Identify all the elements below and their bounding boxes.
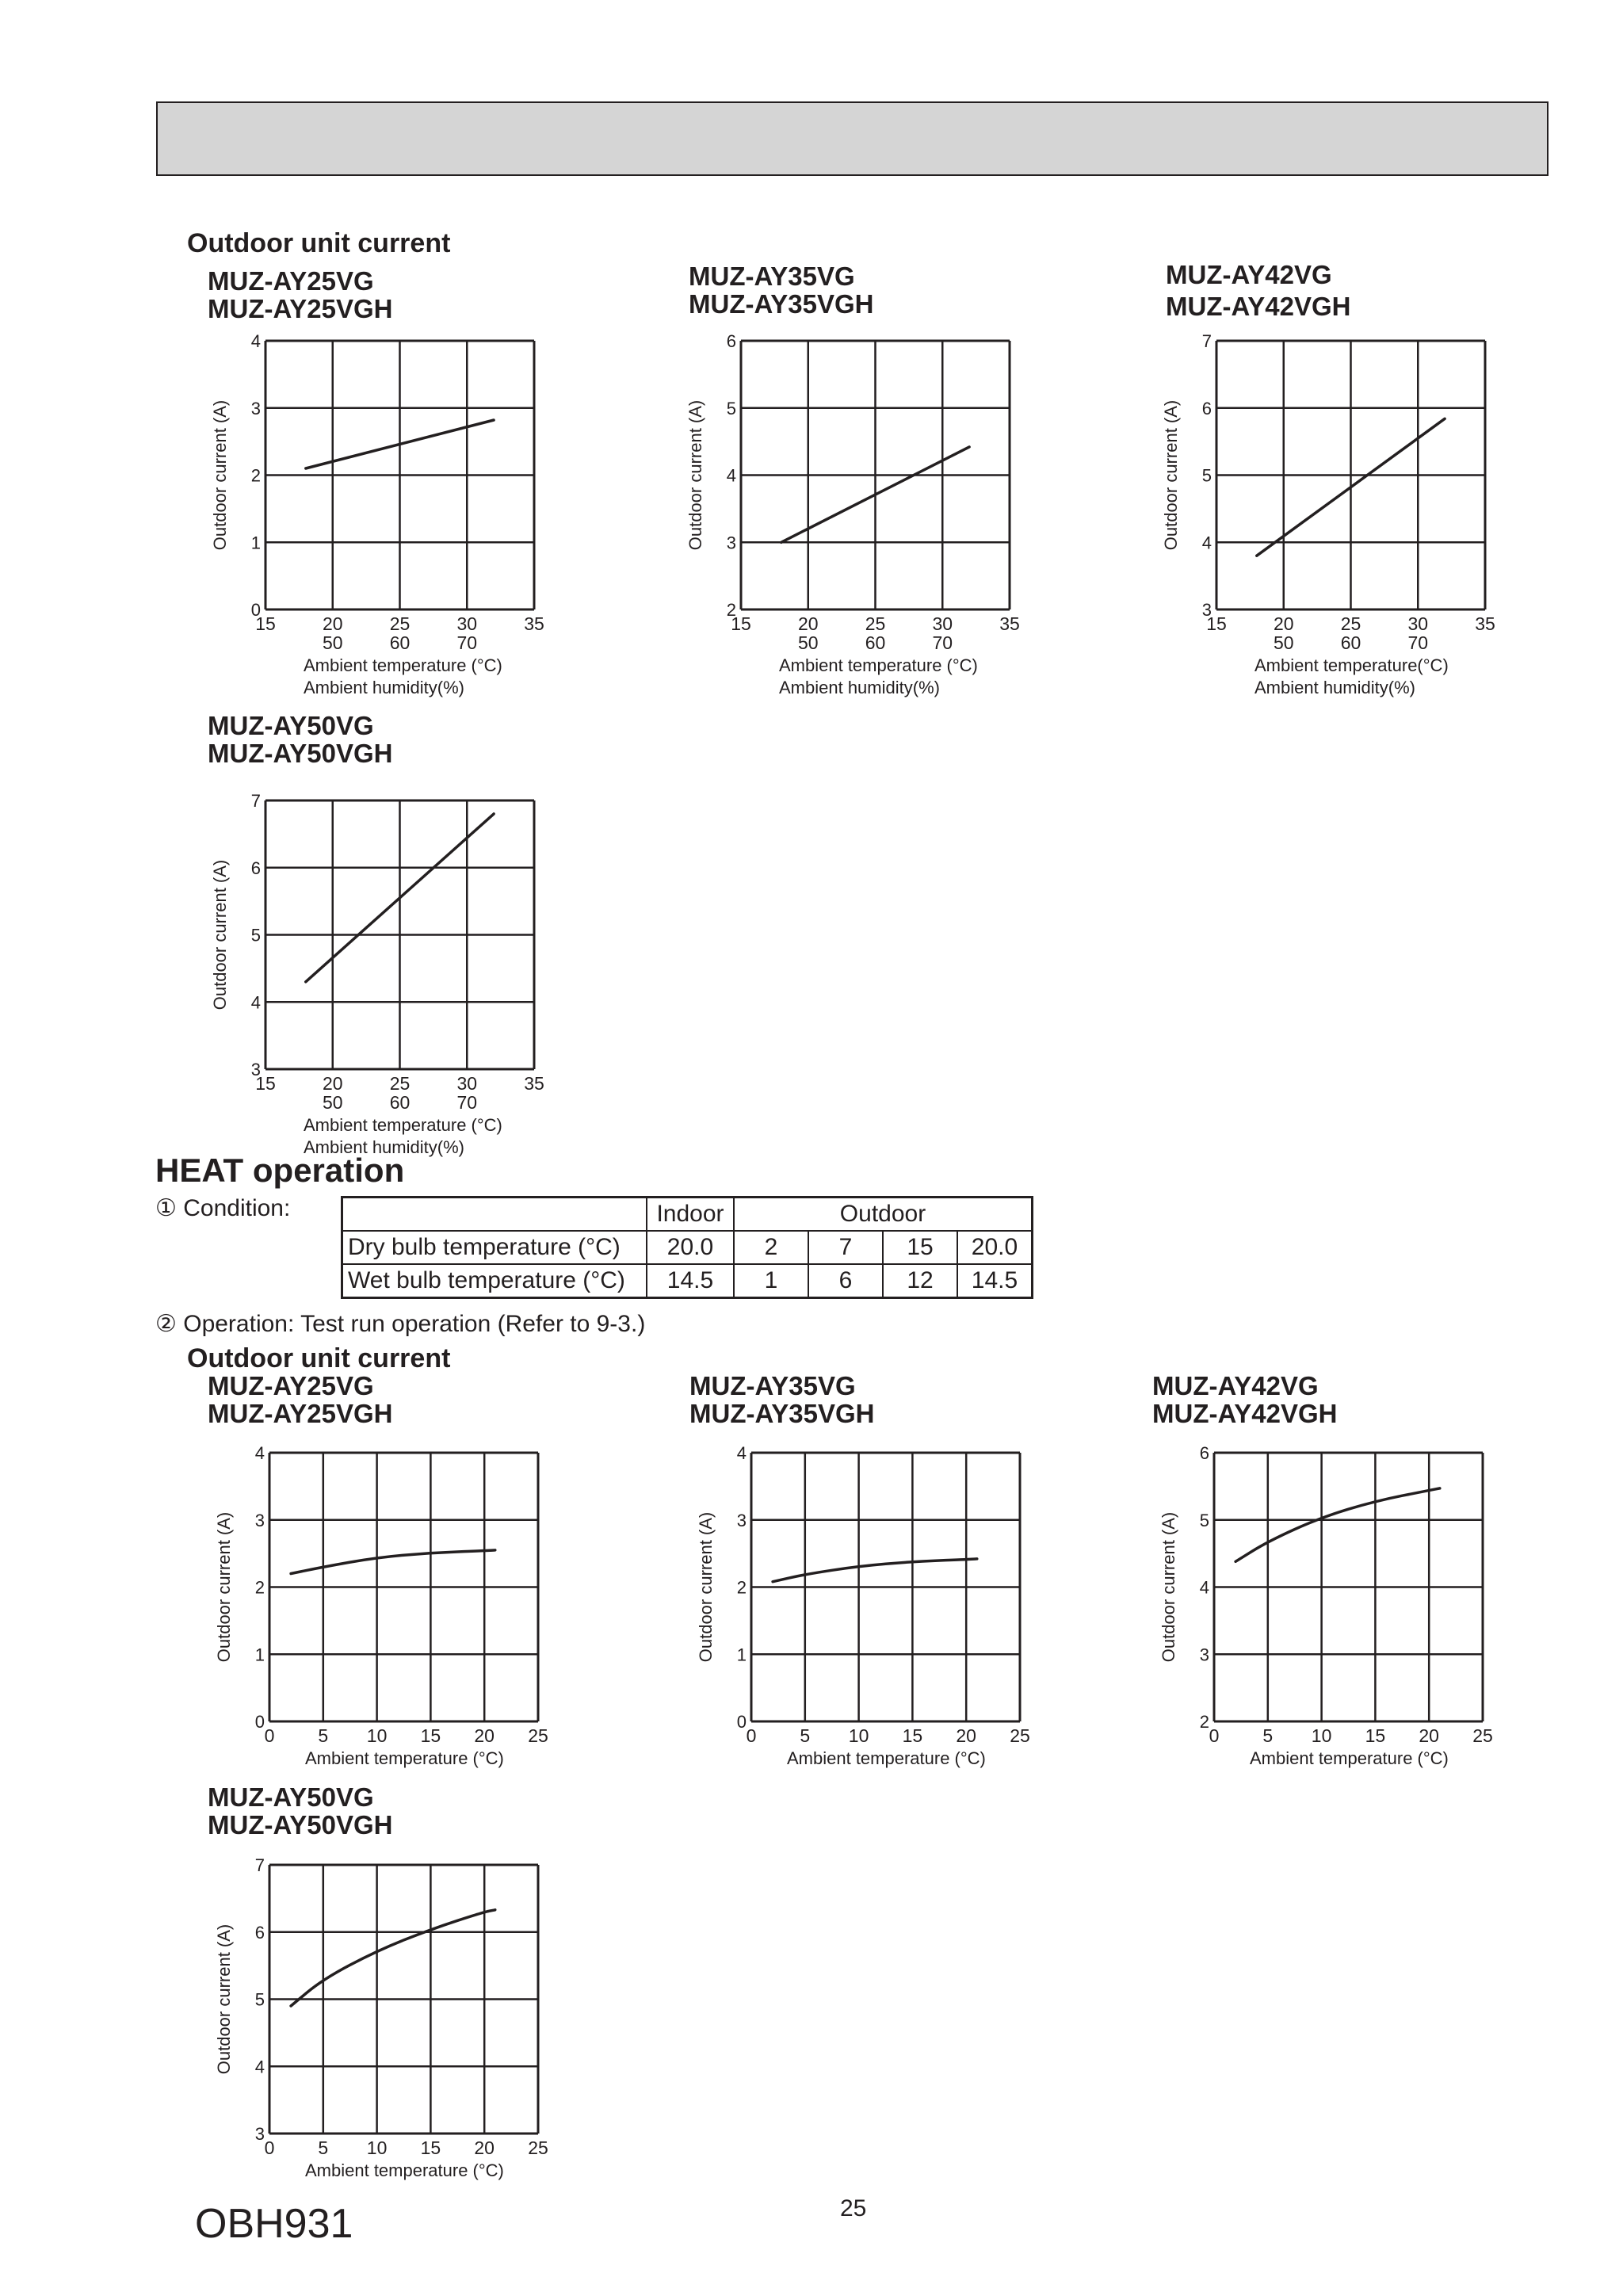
model-title-heat-50 xyxy=(208,1783,393,1839)
humidity-tick-label: 60 xyxy=(1340,632,1361,653)
y-tick-label: 4 xyxy=(254,1443,265,1463)
cool-section-title: Outdoor unit current xyxy=(187,228,451,258)
table-cell: 7 xyxy=(808,1231,883,1264)
model-name: MUZ-AY50VGH xyxy=(208,739,393,768)
y-tick-label: 4 xyxy=(736,1443,747,1463)
x-tick-label: 15 xyxy=(1206,613,1227,634)
humidity-tick-label: 70 xyxy=(1407,632,1429,653)
y-tick-label: 6 xyxy=(1199,1443,1209,1463)
table-row-label: Dry bulb temperature (°C) xyxy=(342,1231,647,1264)
table-header: Indoor xyxy=(647,1198,734,1232)
x-tick-label: 10 xyxy=(848,1725,869,1746)
y-axis-title: Outdoor current (A) xyxy=(696,1511,716,1663)
model-name: MUZ-AY35VGH xyxy=(689,1399,875,1428)
chart-heat-50 xyxy=(158,1839,571,2203)
x-axis-title: Ambient temperature (°C) xyxy=(1250,1748,1449,1768)
model-name: MUZ-AY50VG xyxy=(208,1782,374,1812)
table-row xyxy=(342,1198,1033,1232)
y-tick-label: 4 xyxy=(1199,1577,1209,1598)
x-tick-label: 15 xyxy=(731,613,751,634)
x-axis-title-humidity: Ambient humidity(%) xyxy=(1254,678,1415,697)
x-axis-title-humidity: Ambient humidity(%) xyxy=(304,678,464,697)
model-title-cool-42 xyxy=(1166,259,1351,323)
y-tick-label: 4 xyxy=(726,465,736,486)
y-axis-title: Outdoor current (A) xyxy=(1159,1511,1178,1663)
y-tick-label: 3 xyxy=(1199,1645,1209,1665)
x-tick-label: 20 xyxy=(1419,1725,1439,1746)
x-tick-label: 0 xyxy=(746,1725,757,1746)
page-number: 25 xyxy=(840,2195,867,2222)
x-axis-title: Ambient temperature (°C) xyxy=(787,1748,986,1768)
y-tick-label: 4 xyxy=(250,331,261,351)
y-tick-label: 5 xyxy=(1199,1510,1209,1530)
x-tick-label: 20 xyxy=(474,1725,495,1746)
x-tick-label: 25 xyxy=(1010,1725,1030,1746)
humidity-tick-label: 70 xyxy=(932,632,953,653)
humidity-tick-label: 50 xyxy=(322,1092,343,1113)
x-tick-label: 25 xyxy=(389,613,411,634)
x-tick-label: 20 xyxy=(956,1725,976,1746)
table-cell-empty xyxy=(342,1198,647,1232)
y-tick-label: 5 xyxy=(250,925,261,946)
header-bar xyxy=(156,101,1549,176)
chart-cool-42 xyxy=(1109,317,1522,713)
y-tick-label: 3 xyxy=(250,398,261,418)
y-tick-label: 7 xyxy=(1201,331,1212,351)
x-axis-title: Ambient temperature (°C) xyxy=(304,1115,502,1135)
x-tick-label: 30 xyxy=(456,1073,478,1094)
condition-label: ① Condition: xyxy=(155,1195,291,1221)
y-tick-label: 2 xyxy=(736,1577,747,1598)
table-cell: 20.0 xyxy=(957,1231,1033,1264)
humidity-tick-label: 50 xyxy=(797,632,819,653)
table-cell: 6 xyxy=(808,1264,883,1298)
chart-heat-42 xyxy=(1103,1427,1515,1783)
x-axis-title: Ambient temperature (°C) xyxy=(305,2160,504,2180)
y-tick-label: 4 xyxy=(250,992,261,1013)
operation-text: ② Operation: Test run operation (Refer to 9-3.) xyxy=(155,1311,646,1337)
model-title-cool-25 xyxy=(208,267,393,323)
table-row xyxy=(342,1264,1033,1298)
x-tick-label: 25 xyxy=(528,1725,548,1746)
x-tick-label: 15 xyxy=(255,613,276,634)
y-tick-label: 0 xyxy=(250,600,261,620)
x-tick-label: 25 xyxy=(528,2137,548,2158)
x-axis-title: Ambient temperature (°C) xyxy=(305,1748,504,1768)
y-tick-label: 1 xyxy=(254,1645,265,1665)
series-line xyxy=(291,1550,495,1574)
model-name: MUZ-AY42VG xyxy=(1152,1371,1319,1400)
model-name: MUZ-AY50VG xyxy=(208,711,374,740)
y-tick-label: 0 xyxy=(254,1712,265,1732)
x-tick-label: 25 xyxy=(389,1073,411,1094)
table-row xyxy=(342,1231,1033,1264)
x-axis-title: Ambient temperature(°C) xyxy=(1254,655,1449,675)
humidity-tick-label: 60 xyxy=(389,632,411,653)
x-tick-label: 15 xyxy=(255,1073,276,1094)
x-tick-label: 25 xyxy=(1340,613,1361,634)
humidity-tick-label: 60 xyxy=(389,1092,411,1113)
y-tick-label: 2 xyxy=(1199,1712,1209,1732)
x-tick-label: 20 xyxy=(474,2137,495,2158)
x-tick-label: 25 xyxy=(865,613,886,634)
x-tick-label: 35 xyxy=(999,613,1020,634)
x-tick-label: 0 xyxy=(264,1725,275,1746)
y-tick-label: 0 xyxy=(736,1712,747,1732)
x-tick-label: 20 xyxy=(797,613,819,634)
series-line xyxy=(291,1910,495,2006)
model-title-heat-35 xyxy=(689,1372,875,1427)
series-line xyxy=(1235,1488,1440,1561)
x-axis-title-humidity: Ambient humidity(%) xyxy=(304,1137,464,1157)
x-tick-label: 20 xyxy=(322,613,343,634)
y-tick-label: 6 xyxy=(250,858,261,878)
y-tick-label: 4 xyxy=(1201,533,1212,553)
x-tick-label: 20 xyxy=(1273,613,1294,634)
chart-cool-35 xyxy=(634,317,1046,713)
y-tick-label: 7 xyxy=(254,1855,265,1875)
humidity-tick-label: 70 xyxy=(456,1092,478,1113)
y-tick-label: 3 xyxy=(726,533,736,553)
y-tick-label: 5 xyxy=(726,398,736,418)
table-cell: 2 xyxy=(734,1231,808,1264)
y-tick-label: 3 xyxy=(1201,600,1212,620)
model-name: MUZ-AY35VG xyxy=(689,1371,856,1400)
humidity-tick-label: 60 xyxy=(865,632,886,653)
y-tick-label: 5 xyxy=(1201,465,1212,486)
y-axis-title: Outdoor current (A) xyxy=(210,859,230,1010)
x-tick-label: 15 xyxy=(1365,1725,1386,1746)
model-name: MUZ-AY35VGH xyxy=(689,289,874,319)
y-tick-label: 3 xyxy=(254,2124,265,2144)
x-tick-label: 0 xyxy=(264,2137,275,2158)
chart-cool-25 xyxy=(158,317,571,713)
model-name: MUZ-AY25VGH xyxy=(208,1399,393,1428)
y-axis-title: Outdoor current (A) xyxy=(214,1924,234,2075)
y-axis-title: Outdoor current (A) xyxy=(210,399,230,551)
table-cell: 14.5 xyxy=(647,1264,734,1298)
x-axis-title: Ambient temperature (°C) xyxy=(779,655,978,675)
y-tick-label: 2 xyxy=(726,600,736,620)
y-tick-label: 1 xyxy=(250,533,261,553)
y-tick-label: 1 xyxy=(736,1645,747,1665)
chart-heat-35 xyxy=(640,1427,1052,1783)
x-tick-label: 30 xyxy=(456,613,478,634)
x-tick-label: 15 xyxy=(420,2137,441,2158)
model-name: MUZ-AY42VGH xyxy=(1152,1399,1338,1428)
document-code: OBH931 xyxy=(195,2201,353,2247)
model-title-cool-50 xyxy=(208,712,393,767)
x-tick-label: 30 xyxy=(932,613,953,634)
table-cell: 12 xyxy=(883,1264,957,1298)
x-tick-label: 35 xyxy=(524,613,544,634)
x-tick-label: 10 xyxy=(366,1725,388,1746)
table-header: Outdoor xyxy=(734,1198,1033,1232)
x-tick-label: 15 xyxy=(420,1725,441,1746)
x-tick-label: 5 xyxy=(318,2137,329,2158)
model-name: MUZ-AY42VG xyxy=(1166,260,1332,289)
x-tick-label: 5 xyxy=(1262,1725,1274,1746)
y-tick-label: 2 xyxy=(250,465,261,486)
chart-heat-25 xyxy=(158,1427,571,1783)
x-axis-title: Ambient temperature (°C) xyxy=(304,655,502,675)
x-tick-label: 0 xyxy=(1209,1725,1220,1746)
y-tick-label: 3 xyxy=(736,1510,747,1530)
y-tick-label: 2 xyxy=(254,1577,265,1598)
y-tick-label: 6 xyxy=(726,331,736,351)
x-tick-label: 20 xyxy=(322,1073,343,1094)
model-name: MUZ-AY25VGH xyxy=(208,294,393,323)
x-tick-label: 35 xyxy=(1475,613,1495,634)
heat-section-title: Outdoor unit current xyxy=(187,1343,451,1373)
y-tick-label: 7 xyxy=(250,791,261,811)
model-name: MUZ-AY25VG xyxy=(208,266,374,296)
y-axis-title: Outdoor current (A) xyxy=(1161,399,1181,551)
y-axis-title: Outdoor current (A) xyxy=(685,399,705,551)
humidity-tick-label: 50 xyxy=(1273,632,1294,653)
model-title-cool-35 xyxy=(689,262,874,318)
model-name: MUZ-AY50VGH xyxy=(208,1810,393,1839)
y-axis-title: Outdoor current (A) xyxy=(214,1511,234,1663)
table-cell: 14.5 xyxy=(957,1264,1033,1298)
chart-cool-50 xyxy=(158,777,571,1173)
humidity-tick-label: 50 xyxy=(322,632,343,653)
x-tick-label: 35 xyxy=(524,1073,544,1094)
x-tick-label: 5 xyxy=(318,1725,329,1746)
x-tick-label: 10 xyxy=(1311,1725,1332,1746)
model-name: MUZ-AY25VG xyxy=(208,1371,374,1400)
x-tick-label: 10 xyxy=(366,2137,388,2158)
y-tick-label: 5 xyxy=(254,1989,265,2010)
y-tick-label: 3 xyxy=(254,1510,265,1530)
heat-title: HEAT operation xyxy=(155,1152,405,1189)
table-cell: 1 xyxy=(734,1264,808,1298)
y-tick-label: 6 xyxy=(1201,398,1212,418)
condition-table xyxy=(341,1196,1033,1299)
x-tick-label: 30 xyxy=(1407,613,1429,634)
table-cell: 20.0 xyxy=(647,1231,734,1264)
humidity-tick-label: 70 xyxy=(456,632,478,653)
x-tick-label: 15 xyxy=(902,1725,923,1746)
y-tick-label: 3 xyxy=(250,1060,261,1079)
x-tick-label: 25 xyxy=(1472,1725,1493,1746)
x-tick-label: 5 xyxy=(800,1725,811,1746)
table-row-label: Wet bulb temperature (°C) xyxy=(342,1264,647,1298)
table-cell: 15 xyxy=(883,1231,957,1264)
model-name: MUZ-AY35VG xyxy=(689,262,855,291)
model-title-heat-42 xyxy=(1152,1372,1338,1427)
y-tick-label: 4 xyxy=(254,2057,265,2077)
x-axis-title-humidity: Ambient humidity(%) xyxy=(779,678,940,697)
series-line xyxy=(773,1559,977,1582)
model-name: MUZ-AY42VGH xyxy=(1166,292,1351,321)
y-tick-label: 6 xyxy=(254,1922,265,1943)
model-title-heat-25 xyxy=(208,1372,393,1427)
